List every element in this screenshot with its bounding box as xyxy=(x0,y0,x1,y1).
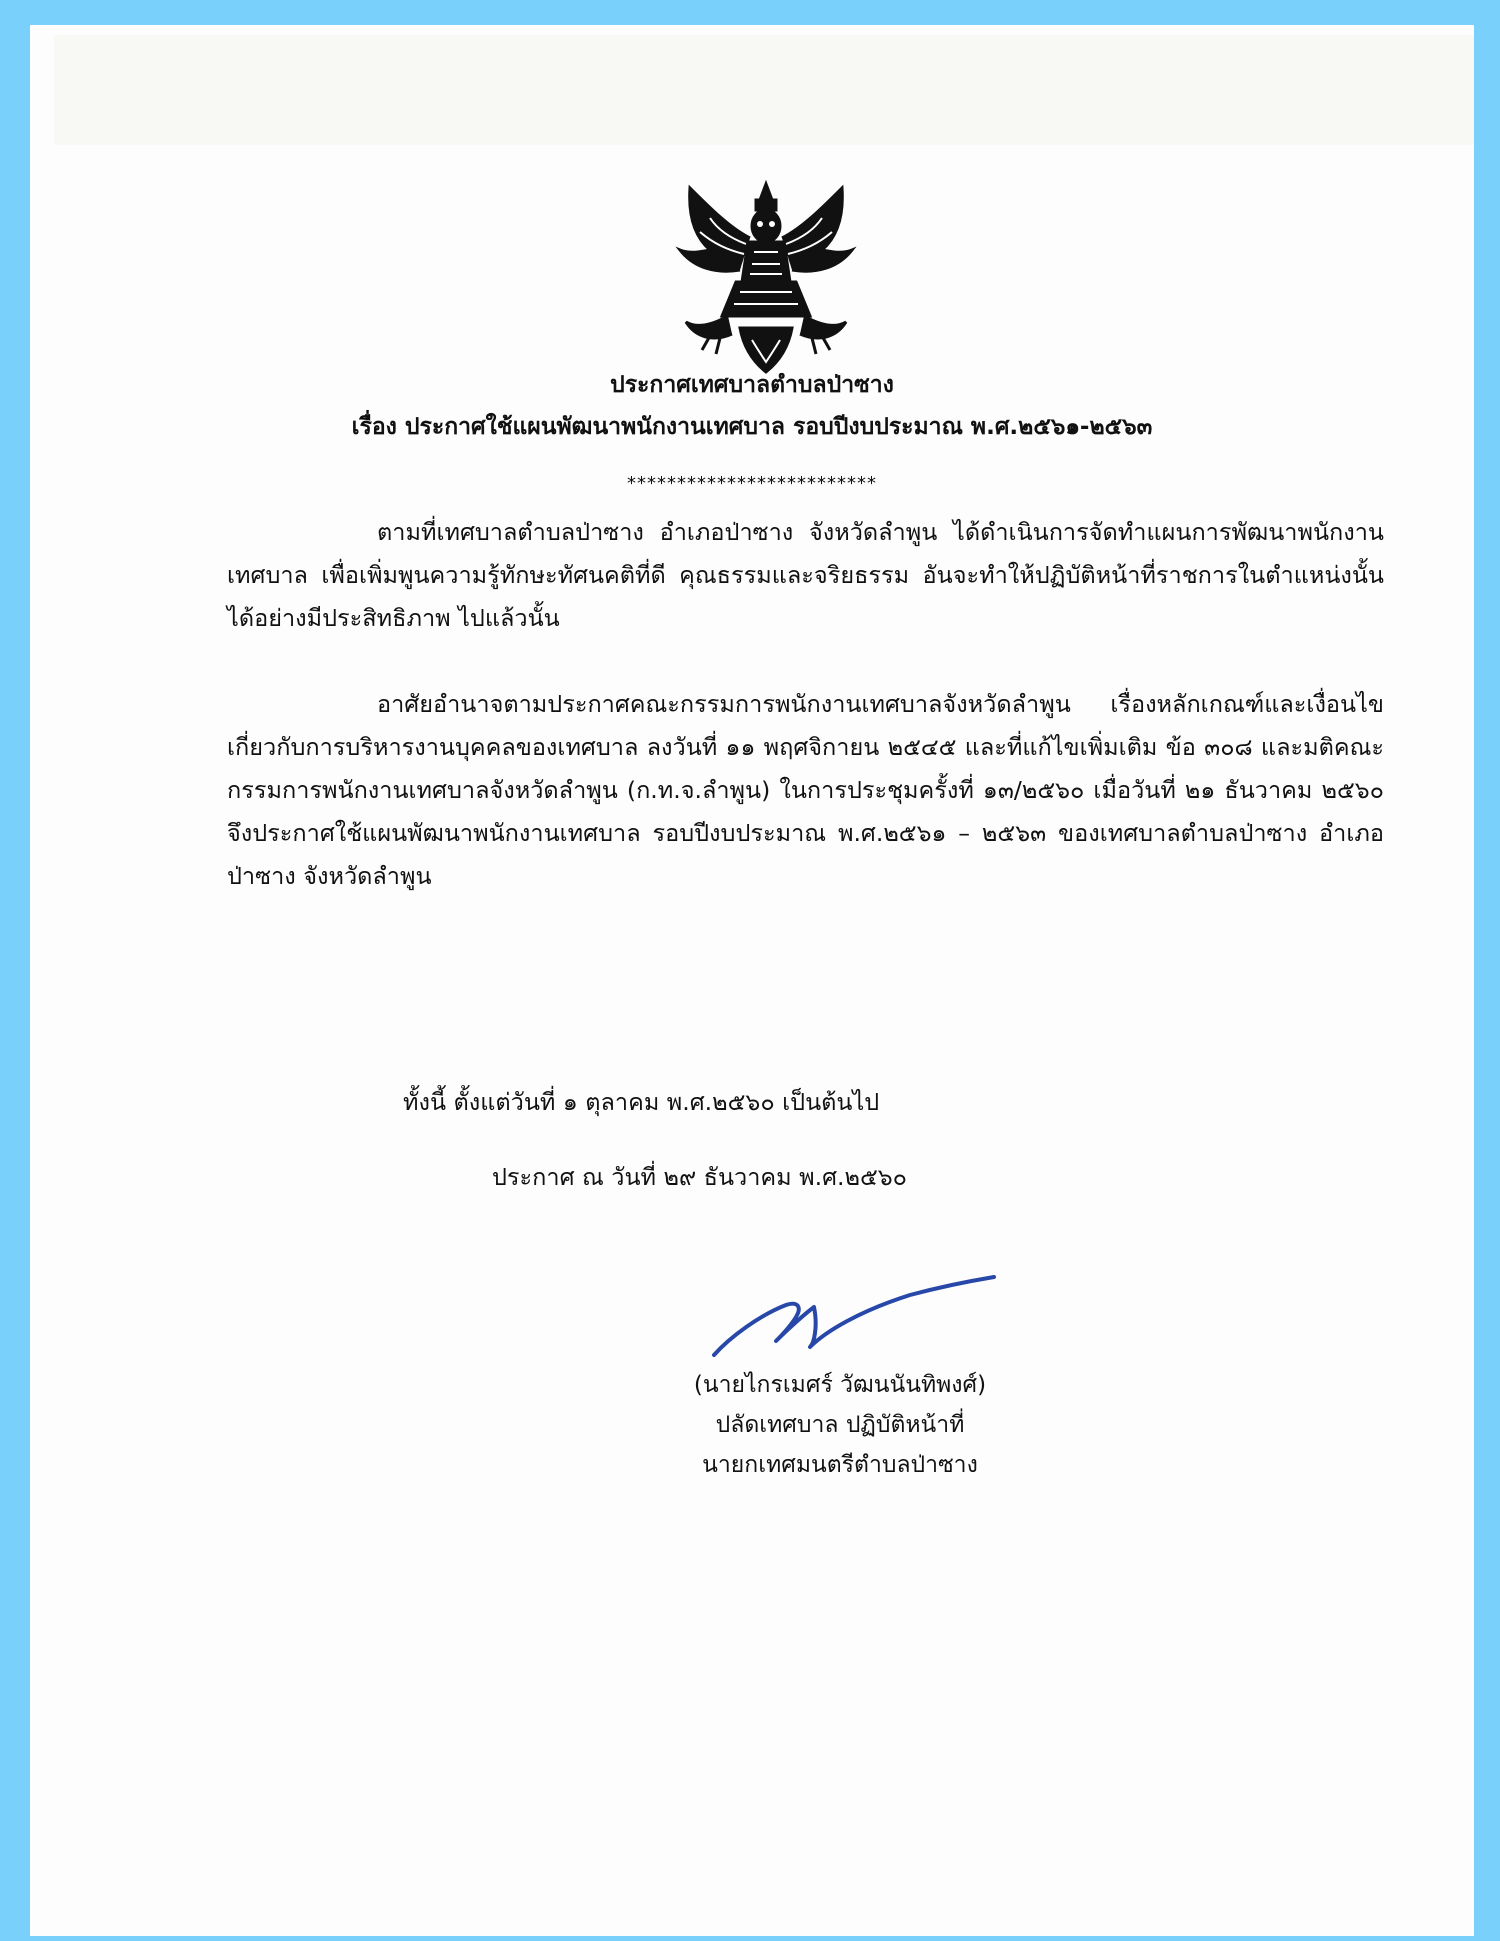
signer-position-1: ปลัดเทศบาล ปฏิบัติหน้าที่ xyxy=(715,1412,965,1438)
separator-stars: ************************* xyxy=(627,473,877,494)
signer-name: (นายไกรเมศร์ วัฒนนันทิพงศ์) xyxy=(693,1372,987,1398)
announcement-date: ประกาศ ณ วันที่ ๒๙ ธันวาคม พ.ศ.๒๕๖๐ xyxy=(492,1163,908,1191)
paragraph-authority xyxy=(227,683,1384,898)
paragraph-intro-text: ตามที่เทศบาลตำบลป่าซาง อำเภอป่าซาง จังหวัดลำพูน ได้ดำเนินการจัดทำแผนการพัฒนาพนักงานเทศบาล เพื่อเพิ่มพูนความรู้ทักษะทัศนคติที่ดี คุณธรรมและจริยธรรม อันจะทำให้ปฏิบัติหน้าที่ราชการในตำแหน่งนั้นได้อย่างมีประสิทธิภาพ ไปแล้วนั้น xyxy=(227,518,1384,632)
paragraph-intro xyxy=(227,511,1384,640)
announcement-subject: เรื่อง ประกาศใช้แผนพัฒนาพนักงานเทศบาล รอบปีงบประมาณ พ.ศ.๒๕๖๑-๒๕๖๓ xyxy=(351,414,1153,440)
document-page xyxy=(30,25,1474,1936)
handwritten-signature xyxy=(710,1267,1000,1362)
effective-date: ทั้งนี้ ตั้งแต่วันที่ ๑ ตุลาคม พ.ศ.๒๕๖๐ เป็นต้นไป xyxy=(403,1088,880,1116)
top-strip xyxy=(54,35,1474,145)
paragraph-authority-text: อาศัยอำนาจตามประกาศคณะกรรมการพนักงานเทศบาลจังหวัดลำพูน เรื่องหลักเกณฑ์และเงื่อนไขเกี่ยวกับการบริหารงานบุคคลของเทศบาล ลงวันที่ ๑๑ พฤศจิกายน ๒๕๔๕ และที่แก้ไขเพิ่มเติม ข้อ ๓๐๘ และมติคณะกรรมการพนักงานเทศบาลจังหวัดลำพูน (ก.ท.จ.ลำพูน) ในการประชุมครั้งที่ ๑๓/๒๕๖๐ เมื่อวันที่ ๒๑ ธันวาคม ๒๕๖๐ จึงประกาศใช้แผนพัฒนาพนักงานเทศบาล รอบปีงบประมาณ พ.ศ.๒๕๖๑ – ๒๕๖๓ ของเทศบาลตำบลป่าซาง อำเภอป่าซาง จังหวัดลำพูน xyxy=(227,690,1384,890)
announcement-title: ประกาศเทศบาลตำบลป่าซาง xyxy=(610,372,894,398)
signer-position-2: นายกเทศมนตรีตำบลป่าซาง xyxy=(702,1452,978,1478)
garuda-emblem-icon xyxy=(670,178,862,378)
